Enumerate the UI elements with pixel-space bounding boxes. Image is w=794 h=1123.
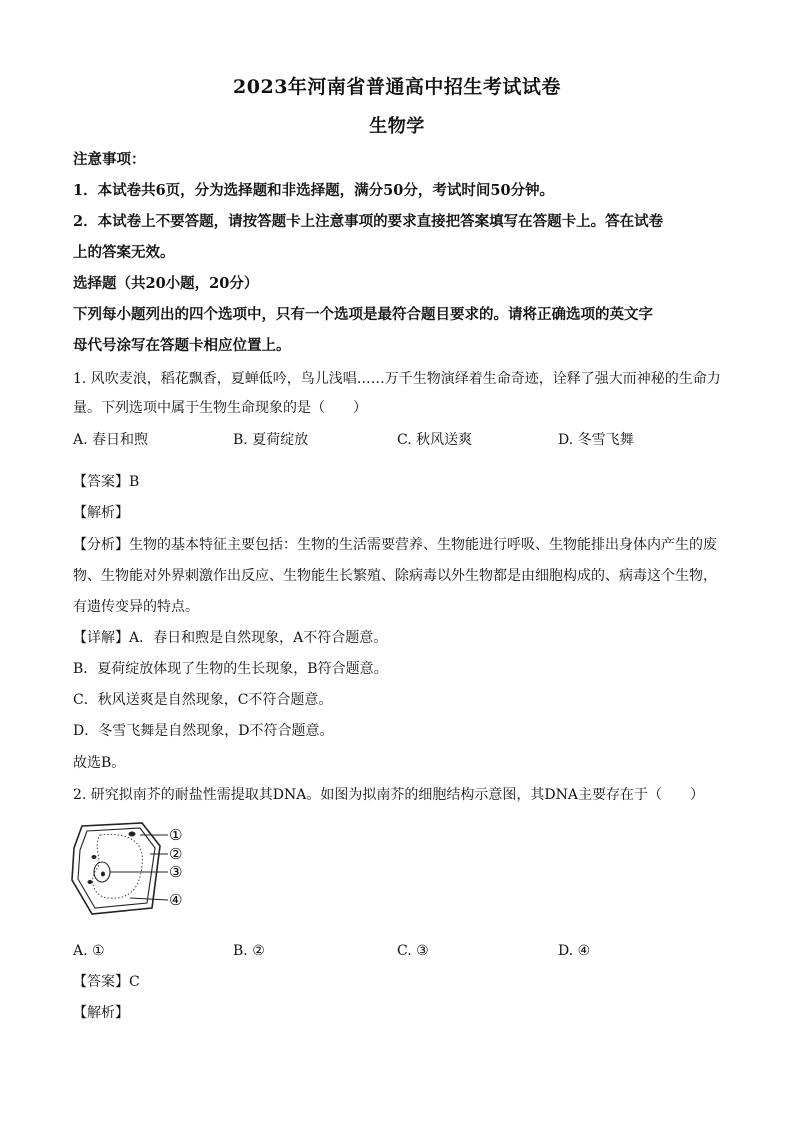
notes-item-2a: 2．本试卷上不要答题，请按答题卡上注意事项的要求直接把答案填写在答题卡上。答在试卷	[73, 213, 664, 230]
q1-analysis-line-1: 【分析】生物的基本特征主要包括：生物的生活需要营养、生物能进行呼吸、生物能排出身体内产生的废	[73, 537, 717, 553]
cell-membrane	[78, 828, 155, 908]
notes-item-1: 1．本试卷共6页，分为选择题和非选择题，满分50分，考试时间50分钟。	[73, 182, 555, 199]
label-1: ①	[169, 826, 183, 844]
organelle-dot	[88, 880, 93, 884]
q1-option-a: A. 春日和煦	[73, 432, 149, 448]
q1-detail-c: C．秋风送爽是自然现象，C不符合题意。	[73, 692, 333, 708]
vacuole	[93, 834, 143, 898]
exam-title: 2023年河南省普通高中招生考试试卷	[233, 76, 561, 98]
q1-answer: 【答案】B	[73, 474, 140, 490]
q2-option-a: A. ①	[73, 943, 105, 959]
q2-option-d: D. ④	[558, 943, 591, 959]
notes-heading: 注意事项：	[73, 151, 146, 168]
q1-stem-line-2: 量。下列选项中属于生物生命现象的是（ ）	[73, 400, 367, 416]
label-3: ③	[169, 863, 183, 881]
q1-option-b: B. 夏荷绽放	[233, 432, 309, 448]
organelle-dot	[129, 832, 136, 837]
organelle-dot	[92, 855, 97, 859]
organelle-dot	[101, 872, 105, 877]
q1-option-d: D. 冬雪飞舞	[558, 432, 634, 448]
notes-item-2b: 上的答案无效。	[73, 244, 175, 261]
q1-detail-d: D．冬雪飞舞是自然现象，D不符合题意。	[73, 723, 334, 739]
q1-option-c: C. 秋风送爽	[397, 432, 473, 448]
q1-detail-a: 【详解】A．春日和煦是自然现象，A不符合题意。	[73, 630, 388, 646]
section-instruction-1: 下列每小题列出的四个选项中，只有一个选项是最符合题目要求的。请将正确选项的英文字	[73, 306, 653, 323]
q2-analysis-label: 【解析】	[73, 1005, 129, 1021]
label-4: ④	[169, 891, 183, 909]
section-instruction-2: 母代号涂写在答题卡相应位置上。	[73, 337, 291, 354]
q1-analysis-label: 【解析】	[73, 505, 129, 521]
q1-detail-b: B．夏荷绽放体现了生物的生长现象，B符合题意。	[73, 661, 388, 677]
q1-conclusion: 故选B。	[73, 755, 126, 771]
q2-option-b: B. ②	[233, 943, 265, 959]
label-2: ②	[169, 845, 183, 863]
q1-analysis-line-3: 有遗传变异的特点。	[73, 599, 199, 615]
plant-cell-diagram	[70, 820, 200, 924]
q1-analysis-line-2: 物、生物能对外界刺激作出反应、生物能生长繁殖、除病毒以外生物都是由细胞构成的、病毒这个生物，	[73, 568, 717, 584]
subject-title: 生物学	[369, 116, 425, 137]
q2-option-c: C. ③	[397, 943, 429, 959]
q1-stem-line-1: 1. 风吹麦浪，稻花飘香，夏蝉低吟，鸟儿浅唱……万千生物演绎着生命奇迹，诠释了强大而神秘的生命力	[73, 371, 721, 387]
q2-answer: 【答案】C	[73, 974, 140, 990]
q2-stem: 2. 研究拟南芥的耐盐性需提取其DNA。如图为拟南芥的细胞结构示意图，其DNA主要存在于（ ）	[73, 787, 704, 803]
section-heading: 选择题（共20小题，20分）	[73, 275, 259, 292]
